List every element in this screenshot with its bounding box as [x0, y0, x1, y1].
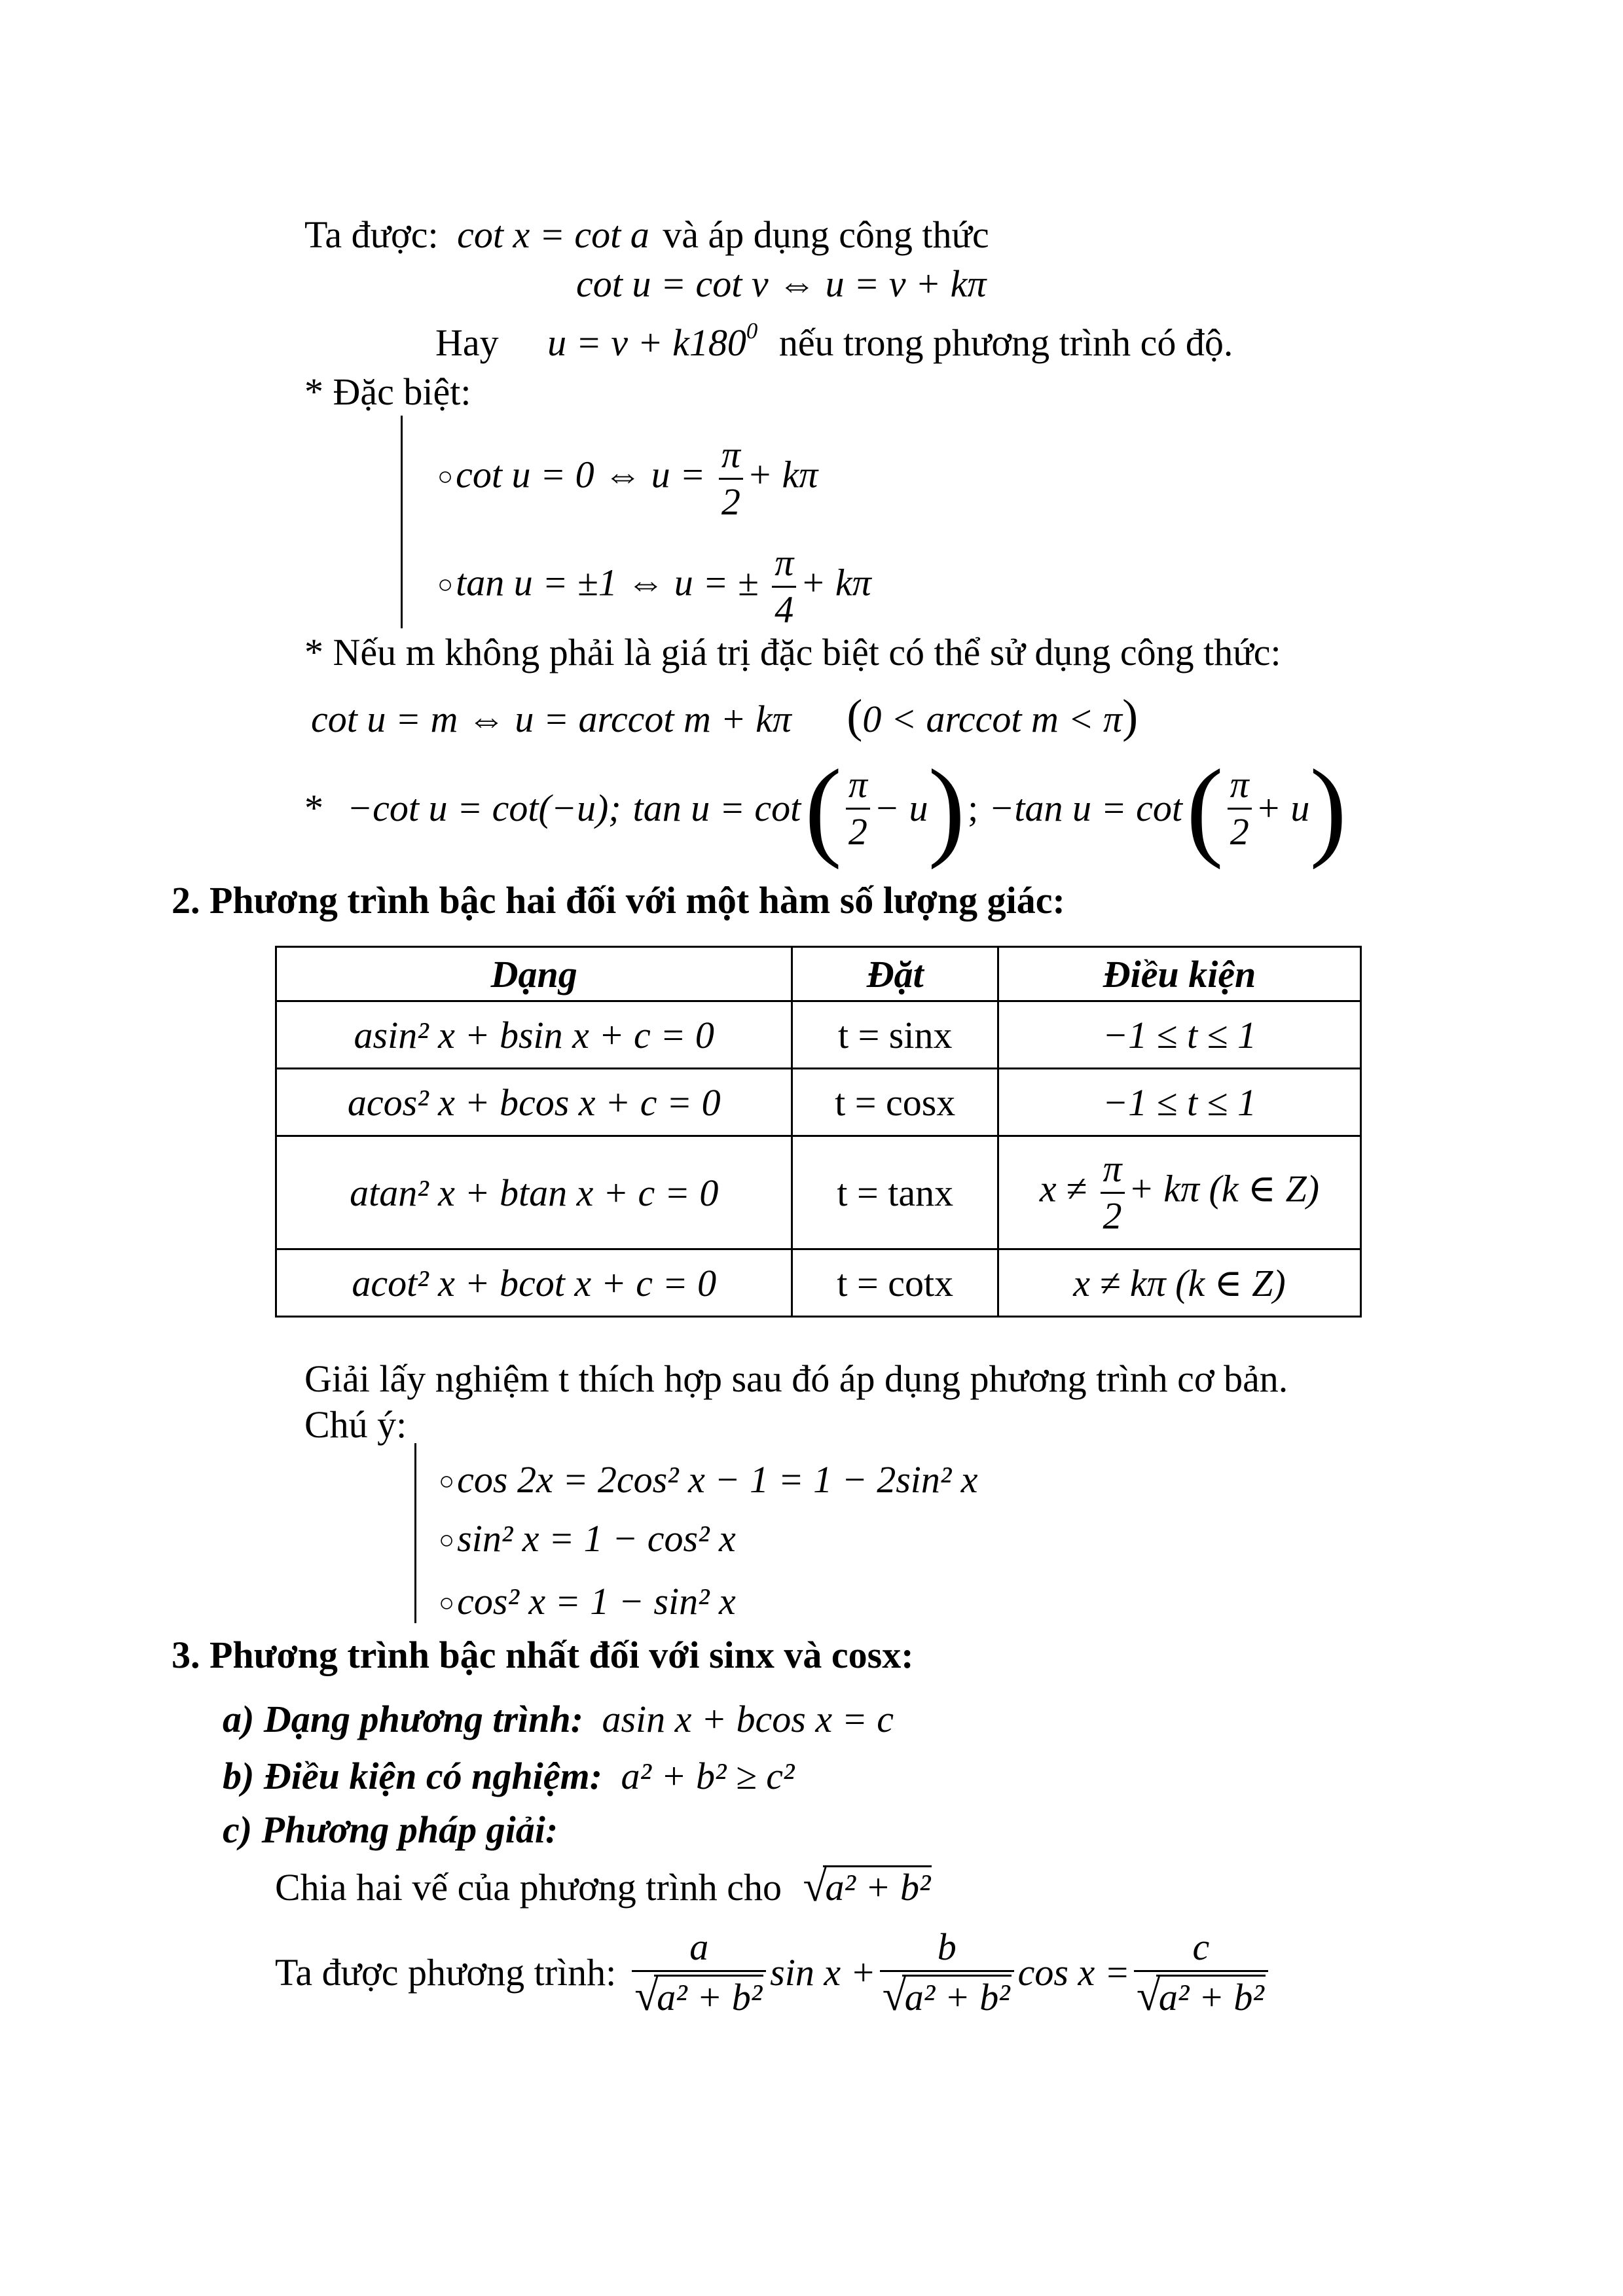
radical-icon: √: [882, 1971, 907, 2020]
subsection-a: [223, 1700, 894, 1738]
nonspecial-text: * Nếu m không phải là giá trị đặc biệt có thể sử dụng công thức:: [304, 631, 1281, 673]
identity-2-fraction: [846, 762, 870, 853]
table-cell-condition: [998, 1136, 1361, 1249]
special-2-rhs: + kπ: [800, 561, 871, 604]
table-cell-form: acot² x + bcot x + c = 0: [276, 1249, 792, 1317]
divide-text: Chia hai vế của phương trình cho: [275, 1866, 782, 1909]
table-cell-condition: −1 ≤ t ≤ 1: [998, 1069, 1361, 1136]
note-2: sin² x = 1 − cos² x: [457, 1517, 736, 1560]
table-cell-substitution: t = sinx: [792, 1001, 998, 1069]
fraction-a-num: a: [689, 1926, 709, 1968]
intro-line: [304, 213, 989, 256]
arccot-formula: cot u = m ⇔ u = arccot m + kπ: [311, 698, 792, 740]
note-label: Chú ý:: [304, 1403, 407, 1446]
radical-icon: √: [1136, 1971, 1161, 2020]
table-row: [276, 1136, 1361, 1249]
table-row: [276, 1069, 1361, 1136]
table-header-form: Dạng: [276, 947, 792, 1001]
identity-2-rest: − u: [873, 787, 928, 829]
fraction-b: [880, 1928, 1014, 2018]
arccot-condition: 0 < arccot m < π: [862, 698, 1123, 740]
special-2-den: 4: [772, 586, 796, 630]
fraction-c-den: [1134, 1970, 1268, 2018]
intro-equation: cot x = cot a: [457, 213, 649, 256]
special-1-den: 2: [719, 478, 743, 522]
table-cell-substitution: t = cotx: [792, 1249, 998, 1317]
table-row: [276, 1249, 1361, 1317]
hay-label: Hay: [435, 321, 499, 364]
note-3: cos² x = 1 − sin² x: [457, 1580, 736, 1623]
a-formula: asin x + bcos x = c: [602, 1698, 894, 1740]
table-header-condition: Điều kiện: [998, 947, 1361, 1001]
arccot-condition-group: (0 < arccot m < π): [847, 690, 1139, 742]
bullet-ring-icon: ○: [437, 569, 454, 599]
bullet-ring-icon: ○: [437, 461, 454, 491]
divide-sqrt-body: a² + b²: [823, 1865, 932, 1907]
bullet-ring-icon: ○: [439, 1588, 455, 1617]
special-1-rhs: + kπ: [746, 453, 818, 496]
fraction-c-den-body: a² + b²: [1156, 1975, 1266, 2018]
identity-2-den: 2: [846, 808, 870, 852]
radical-icon: √: [803, 1863, 828, 1910]
table-cell-condition: x ≠ kπ (k ∈ Z): [998, 1249, 1361, 1317]
identities-line: * −cot u = cot(−u); tan u = cot ( $\frac{\pi}{2}$ − u ) ; −tan u = cot ( $\frac{\pi}{2}$ + u ): [304, 747, 1347, 870]
fraction-c-num: c: [1192, 1926, 1210, 1968]
b-formula: a² + b² ≥ c²: [621, 1755, 795, 1797]
intro-suffix: và áp dụng công thức: [663, 213, 989, 256]
result-line: [275, 1928, 1272, 2018]
special-bracket: [401, 416, 403, 628]
special-2-lhs: tan u = ±1 ⇔ u = ±: [456, 561, 759, 604]
arccot-line: [311, 692, 1138, 740]
fraction-c: [1134, 1928, 1268, 2018]
special-1-fraction: [719, 435, 743, 522]
cond-den: 2: [1101, 1192, 1125, 1236]
special-formula-tan: [437, 543, 871, 630]
table-cell-form: acos² x + bcos x + c = 0: [276, 1069, 792, 1136]
special-2-num: π: [775, 541, 794, 584]
subsection-b: [223, 1757, 794, 1795]
substitution-table: [275, 946, 1362, 1318]
bullet-ring-icon: ○: [439, 1525, 455, 1554]
cot-formula: cot u = cot v ⇔ u = v + kπ: [576, 262, 987, 305]
table-cell-substitution: t = tanx: [792, 1136, 998, 1249]
table-header-substitution: Đặt: [792, 947, 998, 1001]
identity-2-num: π: [848, 762, 867, 806]
special-2-fraction: [772, 543, 796, 630]
fraction-a-den: [632, 1970, 766, 2018]
table-cell-form: atan² x + btan x + c = 0: [276, 1136, 792, 1249]
identity-3-den: 2: [1228, 808, 1252, 852]
fraction-a: [632, 1928, 766, 2018]
intro-prefix: Ta được:: [304, 213, 439, 256]
fraction-b-den-body: a² + b²: [902, 1975, 1012, 2018]
bullet-ring-icon: ○: [439, 1466, 455, 1496]
identity-3-fraction: [1228, 762, 1252, 853]
identity-3-rest: + u: [1255, 787, 1310, 829]
note-formula-2: [439, 1517, 736, 1560]
identity-separator: ;: [968, 787, 979, 829]
hay-formula: [547, 317, 767, 364]
cond-rhs: + kπ (k ∈ Z): [1128, 1167, 1320, 1210]
cos-term: cos x =: [1017, 1950, 1130, 1994]
cond-num: π: [1103, 1147, 1122, 1190]
c-label: c) Phương pháp giải:: [223, 1808, 558, 1851]
special-heading: * Đặc biệt:: [304, 370, 471, 413]
identity-1: −cot u = cot(−u);: [347, 787, 621, 829]
note-formula-1: [439, 1458, 978, 1501]
hay-suffix: nếu trong phương trình có độ.: [778, 321, 1233, 364]
sin-term: sin x +: [770, 1950, 876, 1994]
divide-sqrt: [803, 1863, 932, 1910]
divide-line: [275, 1863, 932, 1910]
note-formula-3: [439, 1580, 736, 1623]
section-3-heading: 3. Phương trình bậc nhất đối với sinx và cosx:: [172, 1634, 914, 1676]
identity-2-lhs: tan u = cot: [632, 787, 801, 829]
after-table-text: Giải lấy nghiệm t thích hợp sau đó áp dụng phương trình cơ bản.: [304, 1357, 1288, 1400]
result-label: Ta được phương trình:: [275, 1950, 617, 1994]
note-bracket: [414, 1443, 416, 1623]
hay-degree: 0: [746, 317, 758, 344]
b-label: b) Điều kiện có nghiệm:: [223, 1755, 602, 1797]
hay-formula-main: u = v + k180: [547, 321, 746, 364]
a-label: a) Dạng phương trình:: [223, 1698, 583, 1740]
hay-line: [435, 317, 1233, 364]
special-1-num: π: [721, 433, 740, 476]
identities-star: *: [304, 787, 323, 829]
identity-3-lhs: −tan u = cot: [989, 787, 1183, 829]
identity-3-num: π: [1230, 762, 1249, 806]
table-cell-form: asin² x + bsin x + c = 0: [276, 1001, 792, 1069]
table-row: [276, 1001, 1361, 1069]
cond-fraction: [1101, 1149, 1125, 1236]
table-cell-condition: −1 ≤ t ≤ 1: [998, 1001, 1361, 1069]
cond-lhs: x ≠: [1039, 1167, 1087, 1210]
special-formula-cot: [437, 435, 818, 522]
note-1: cos 2x = 2cos² x − 1 = 1 − 2sin² x: [457, 1458, 978, 1501]
special-1-lhs: cot u = 0 ⇔ u =: [456, 453, 706, 496]
fraction-b-num: b: [937, 1926, 957, 1968]
section-2-heading: 2. Phương trình bậc hai đối với một hàm số lượng giác:: [172, 879, 1065, 922]
table-header-row: [276, 947, 1361, 1001]
radical-icon: √: [634, 1971, 659, 2020]
fraction-b-den: [880, 1970, 1014, 2018]
table-cell-substitution: t = cosx: [792, 1069, 998, 1136]
fraction-a-den-body: a² + b²: [654, 1975, 763, 2018]
